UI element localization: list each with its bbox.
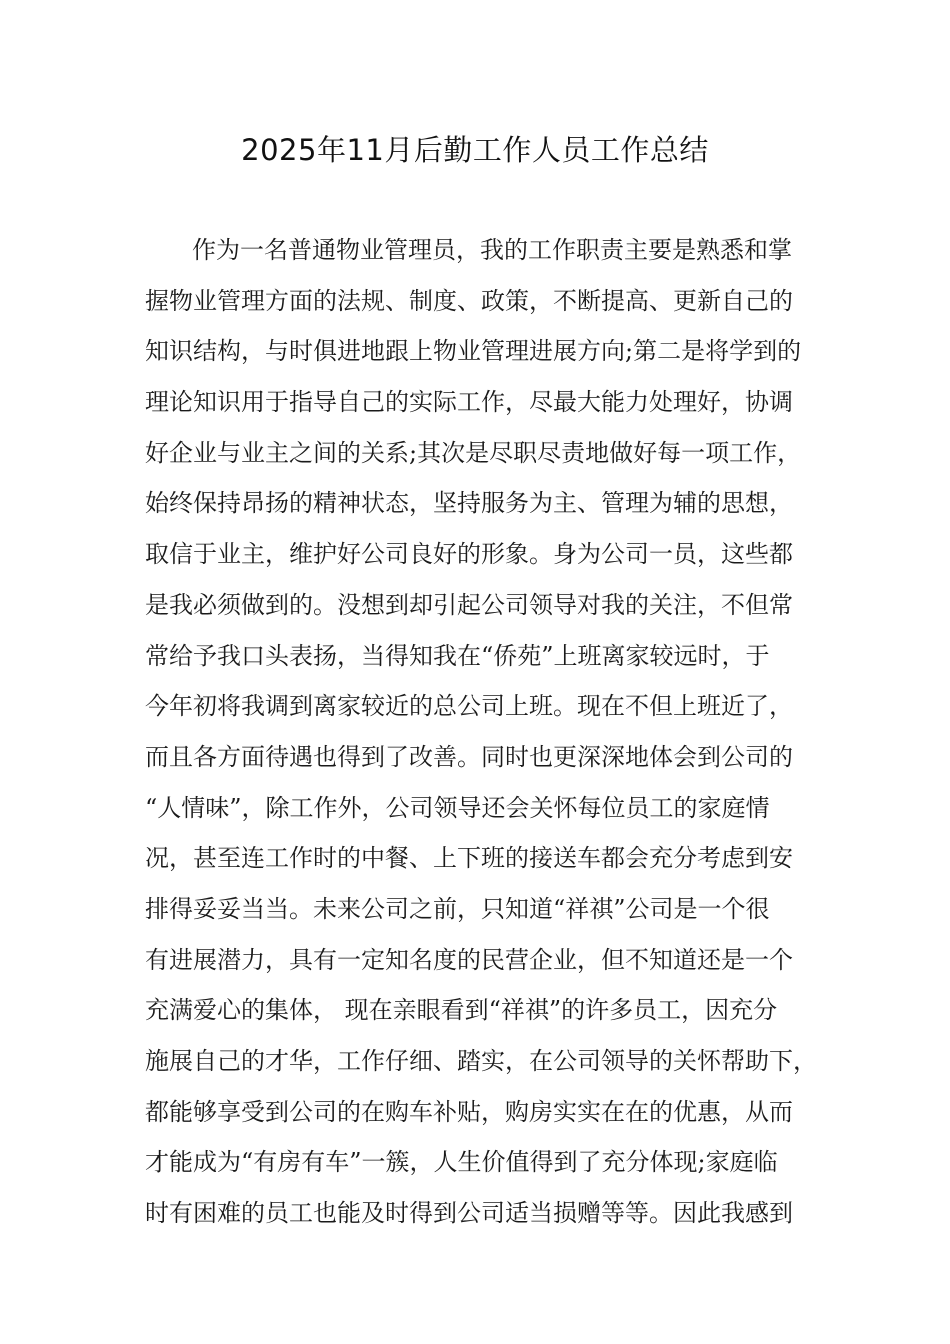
paragraph-line: 充满爱心的集体， 现在亲眼看到“祥祺”的许多员工，因充分 — [145, 996, 778, 1025]
paragraph-line: 况，甚至连工作时的中餐、上下班的接送车都会充分考虑到安 — [145, 844, 793, 873]
paragraph-line: 施展自己的才华，工作仔细、踏实，在公司领导的关怀帮助下， — [145, 1047, 817, 1075]
paragraph-line: 握物业管理方面的法规、制度、政策，不断提高、更新自己的 — [145, 286, 793, 315]
paragraph-line: 时有困难的员工也能及时得到公司适当损赠等等。因此我感到 — [145, 1199, 793, 1228]
paragraph-line: 作为一名普通物业管理员，我的工作职责主要是熟悉和掌 — [192, 236, 792, 264]
paragraph-line: 而且各方面待遇也得到了改善。同时也更深深地体会到公司的 — [145, 742, 793, 771]
paragraph-line: 有进展潜力，具有一定知名度的民营企业，但不知道还是一个 — [145, 945, 793, 974]
paragraph-line: 始终保持昂扬的精神状态，坚持服务为主、管理为辅的思想， — [145, 489, 793, 518]
paragraph-line: 好企业与业主之间的关系;其次是尽职尽责地做好每一项工作， — [145, 438, 802, 467]
document-body — [145, 225, 825, 1239]
paragraph-line: 理论知识用于指导自己的实际工作，尽最大能力处理好，协调 — [145, 388, 793, 417]
paragraph-line: 今年初将我调到离家较近的总公司上班。现在不但上班近了， — [145, 692, 793, 721]
paragraph-line: “人情味”，除工作外，公司领导还会关怀每位员工的家庭情 — [145, 793, 770, 822]
paragraph-line: 排得妥妥当当。未来公司之前，只知道“祥祺”公司是一个很 — [145, 894, 770, 923]
paragraph-line: 都能够享受到公司的在购车补贴，购房实实在在的优惠，从而 — [145, 1097, 793, 1126]
document-title: 2025年11月后勤工作人员工作总结 — [241, 133, 709, 167]
paragraph-line: 常给予我口头表扬，当得知我在“侨苑”上班离家较远时，于 — [145, 641, 770, 670]
paragraph-line: 才能成为“有房有车”一簇，人生价值得到了充分体现;家庭临 — [145, 1148, 778, 1177]
paragraph-line: 取信于业主，维护好公司良好的形象。身为公司一员，这些都 — [145, 540, 793, 569]
paragraph-line: 是我必须做到的。没想到却引起公司领导对我的关注，不但常 — [145, 590, 793, 619]
paragraph-line: 知识结构，与时俱进地跟上物业管理进展方向;第二是将学到的 — [145, 337, 802, 366]
